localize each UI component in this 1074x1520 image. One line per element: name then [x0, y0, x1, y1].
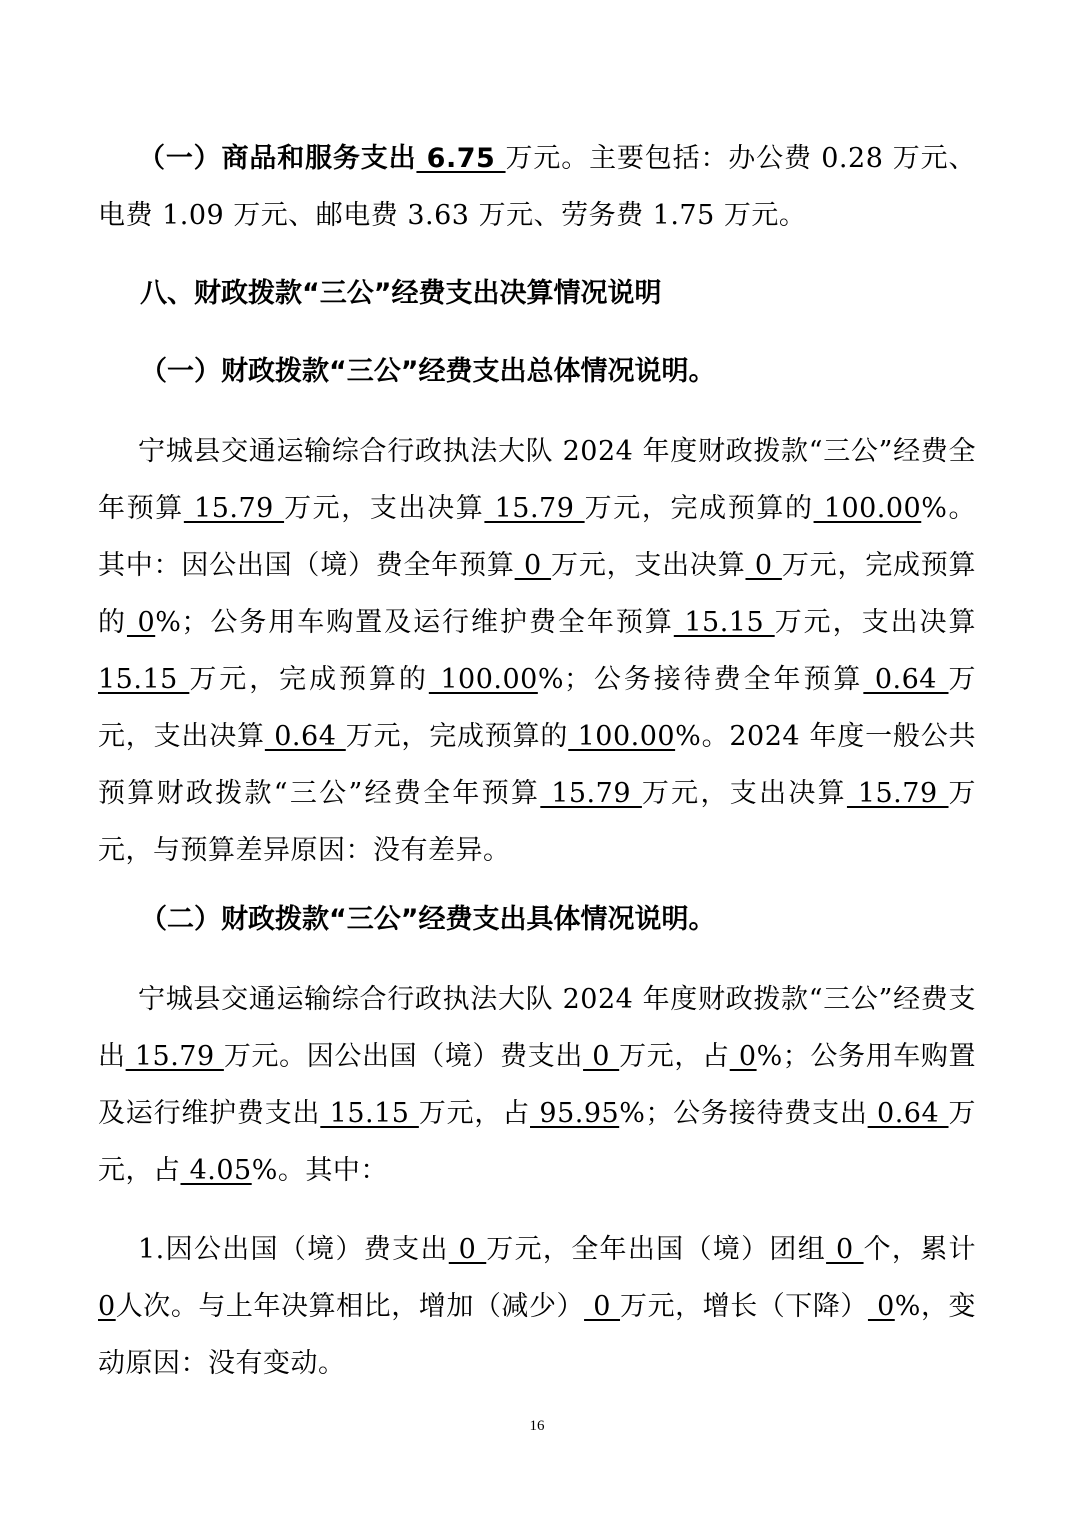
subheading-overall: （一）财政拨款“三公”经费支出总体情况说明。 [140, 356, 716, 387]
subheading-specific: （二）财政拨款“三公”经费支出具体情况说明。 [140, 904, 716, 935]
text-run: 宁城县交通运输综合行政执法大队 2024 年度财政拨款“三公”经费全年预算 [98, 436, 976, 524]
underlined-value: 6.75 [416, 143, 506, 174]
text-run: 万元，支出决算 [774, 607, 977, 638]
text-run: 万元，全年出国（境）团组 [486, 1234, 827, 1265]
underlined-value: 95.95 [530, 1098, 620, 1129]
text-run: 万元，完成预算的 [189, 664, 429, 695]
text-run: 万元，占 [98, 1098, 977, 1186]
text-run: %。其中：因公出国（境）费全年预算 [98, 493, 977, 581]
underlined-value: 15.15 [98, 664, 190, 695]
page-number: 16 [529, 1418, 545, 1434]
text-run: 万元。主要包括：办公费 0.28 万元、电费 1.09 万元、邮电费 3.63 万元、劳务费 1.75 万元。 [98, 143, 976, 231]
paragraph-overall [98, 423, 976, 879]
underlined-value: 0 [867, 1291, 895, 1322]
text-run: 万元，完成预算的 [98, 550, 977, 638]
text-run: 个，累计 [863, 1234, 977, 1265]
text-run: 万元，增长（下降） [620, 1291, 868, 1322]
text-run: %。其中： [251, 1155, 388, 1186]
underlined-value: 100.00 [813, 493, 922, 524]
underlined-value: 0 [584, 1291, 621, 1322]
text-run: %。2024 年度一般公共预算财政拨款“三公”经费全年预算 [98, 721, 977, 809]
underlined-value: 0 [729, 1041, 757, 1072]
underlined-value: 4.05 [180, 1155, 252, 1186]
text-run: %；公务接待费全年预算 [537, 664, 864, 695]
underlined-value: 15.79 [846, 778, 949, 809]
text-run: 人次。与上年决算相比，增加（减少） [115, 1291, 585, 1322]
underlined-value: 0 [126, 607, 156, 638]
underlined-value: 100.00 [428, 664, 538, 695]
text-run: 万元，完成预算的 [584, 493, 814, 524]
underlined-value: 15.79 [484, 493, 585, 524]
underlined-value: 15.79 [540, 778, 642, 809]
underlined-value: 0 [514, 550, 552, 581]
underlined-value: 0.64 [863, 664, 949, 695]
text-run: 万元。因公出国（境）费支出 [223, 1041, 584, 1072]
underlined-value: 15.79 [125, 1041, 224, 1072]
underlined-value: 100.00 [568, 721, 676, 752]
underlined-value: 0.64 [867, 1098, 949, 1129]
underlined-value: 15.79 [183, 493, 285, 524]
text-run: %；公务接待费支出 [619, 1098, 868, 1129]
underlined-value: 0 [826, 1234, 864, 1265]
text-run: 万元，完成预算的 [345, 721, 569, 752]
text-run: 万元，支出决算 [641, 778, 847, 809]
text-run: 万元，支出决算 [551, 550, 746, 581]
text-run: %，变动原因：没有变动。 [98, 1291, 977, 1379]
text-run: 万元，支出决算 [98, 664, 976, 752]
underlined-value: 15.15 [673, 607, 775, 638]
text-run: 1.因公出国（境）费支出 [138, 1234, 449, 1265]
text-run: 宁城县交通运输综合行政执法大队 2024 年度财政拨款“三公”经费支出 [98, 984, 976, 1072]
text-run: 万元，与预算差异原因：没有差异。 [98, 778, 977, 866]
underlined-value: 0.64 [264, 721, 346, 752]
paragraph-overseas [98, 1221, 976, 1392]
underlined-value: 0 [98, 1291, 116, 1322]
text-run: %；公务用车购置及运行维护费全年预算 [155, 607, 674, 638]
underlined-value: 0 [448, 1234, 487, 1265]
section-heading-eight: 八、财政拨款“三公”经费支出决算情况说明 [140, 278, 662, 309]
text-run: 万元，占 [418, 1098, 531, 1129]
text-run: 万元，占 [619, 1041, 730, 1072]
text-run: （一）商品和服务支出 [138, 143, 417, 174]
underlined-value: 0 [583, 1041, 620, 1072]
text-run: %；公务用车购置及运行维护费支出 [98, 1041, 977, 1129]
text-run: 万元，支出决算 [284, 493, 485, 524]
paragraph-goods-services [98, 130, 976, 244]
underlined-value: 0 [745, 550, 782, 581]
underlined-value: 15.15 [320, 1098, 419, 1129]
paragraph-specific [98, 971, 976, 1199]
